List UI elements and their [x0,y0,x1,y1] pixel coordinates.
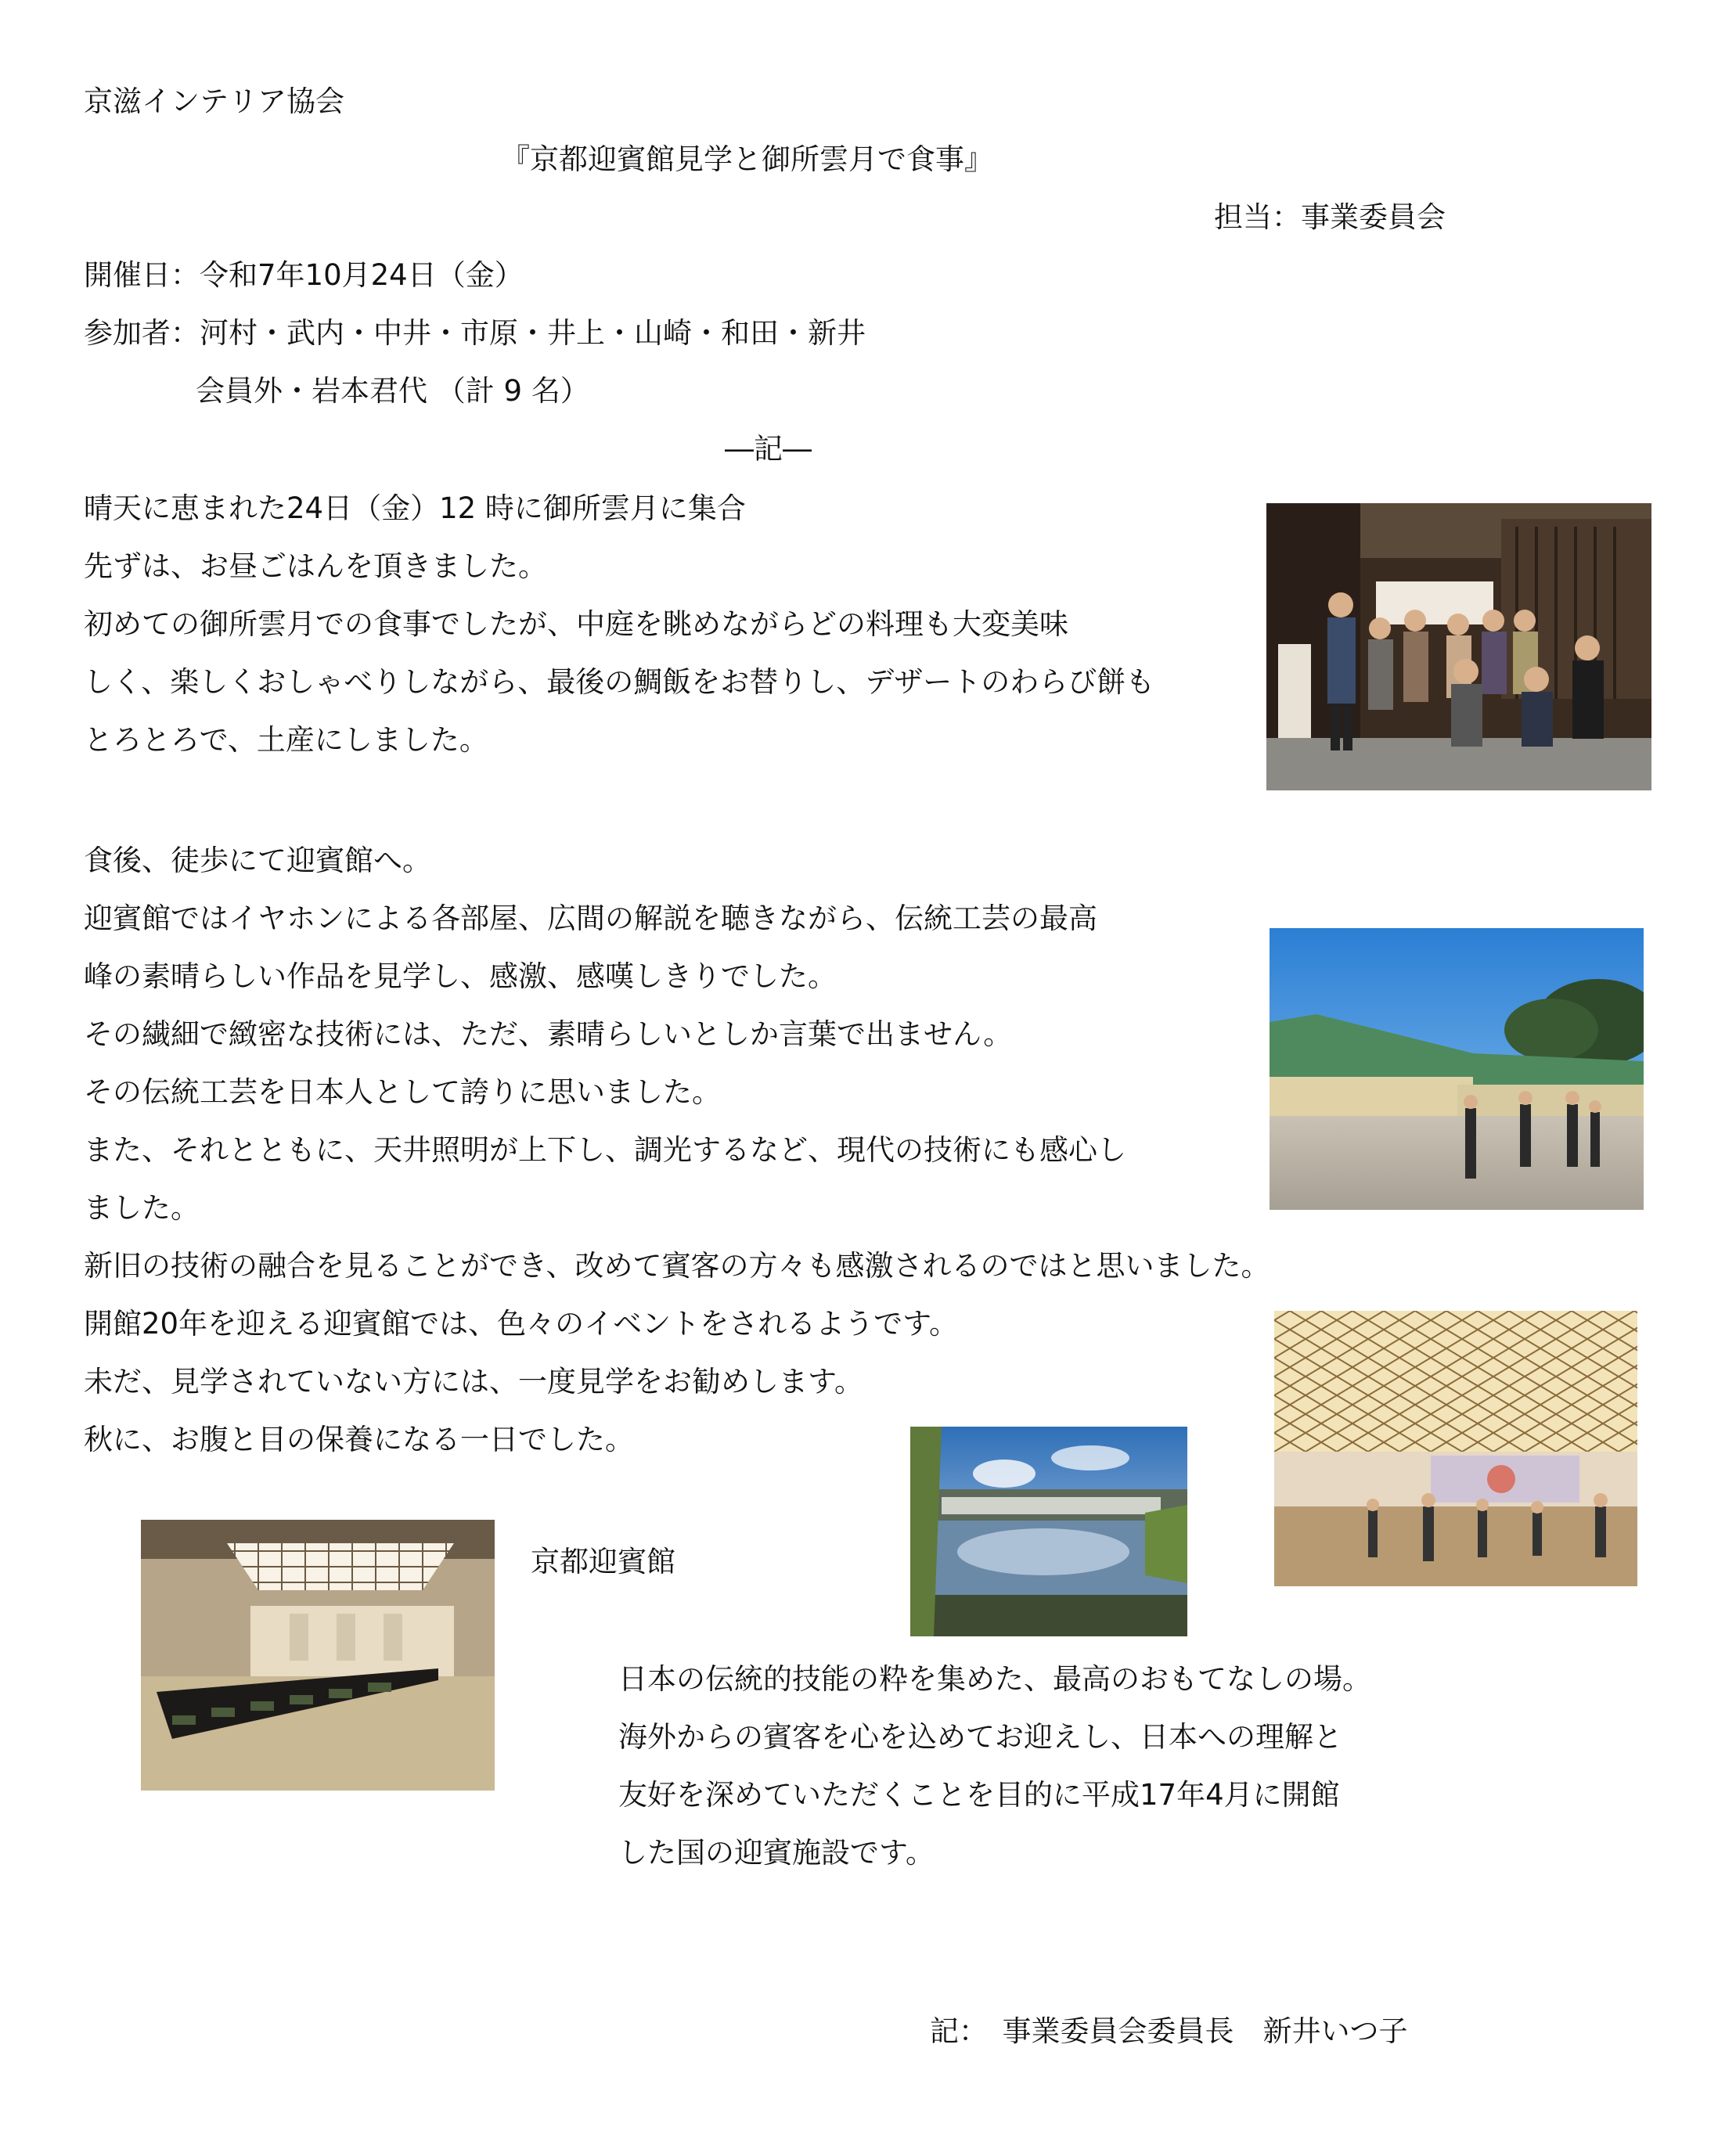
body-line: 先ずは、お昼ごはんを頂きました。 [84,549,547,583]
non-member-participants: 会員外・岩本君代 （計 9 名） [196,374,589,408]
event-date: 開催日：令和7年10月24日（金） [84,258,524,292]
body-line: 新旧の技術の融合を見ることができ、改めて賓客の方々も感激されるのではと思いました。 [84,1249,1270,1283]
document-title: 『京都迎賓館見学と御所雲月で食事』 [501,142,993,176]
organization-name: 京滋インテリア協会 [84,85,344,118]
body-line: 秋に、お腹と目の保養になる一日でした。 [84,1423,634,1456]
body-line: また、それとともに、天井照明が上下し、調光するなど、現代の技術にも感心し [84,1133,1126,1167]
body-line: その伝統工芸を日本人として誇りに思いました。 [84,1075,721,1109]
group-photo [1266,503,1651,790]
hall-photo [1274,1311,1637,1586]
description-line: した国の迎賓施設です。 [618,1836,935,1870]
body-line: 峰の素晴らしい作品を見学し、感激、感嘆しきりでした。 [84,959,837,993]
body-line: 初めての御所雲月での食事でしたが、中庭を眺めながらどの料理も大変美味 [84,607,1068,641]
charge-committee: 担当：事業委員会 [1214,200,1446,234]
courtyard-photo [1270,928,1644,1210]
body-line: しく、楽しくおしゃべりしながら、最後の鯛飯をお替りし、デザートのわらび餅も [84,665,1155,699]
pond-photo [910,1427,1187,1636]
body-line: ました。 [84,1191,200,1225]
body-line: 晴天に恵まれた24日（金）12 時に御所雲月に集合 [84,491,746,525]
body-line: とろとろで、土産にしました。 [84,723,488,757]
description-line: 友好を深めていただくことを目的に平成17年4月に開館 [618,1778,1340,1812]
photo-caption: 京都迎賓館 [531,1545,675,1578]
description-line: 日本の伝統的技能の粋を集めた、最高のおもてなしの場。 [618,1662,1371,1696]
body-line: 未だ、見学されていない方には、一度見学をお勧めします。 [84,1365,864,1398]
body-line: 開館20年を迎える迎賓館では、色々のイベントをされるようです。 [84,1307,959,1341]
body-line: 食後、徒歩にて迎賓館へ。 [84,844,431,877]
description-line: 海外からの賓客を心を込めてお迎えし、日本への理解と [618,1720,1342,1754]
body-line: 迎賓館ではイヤホンによる各部屋、広間の解説を聴きながら、伝統工芸の最高 [84,902,1097,935]
signature: 記： 事業委員会委員長 新井いつ子 [930,2014,1408,2048]
participants: 参加者：河村・武内・中井・市原・井上・山崎・和田・新井 [84,316,866,350]
tatami-room-photo [141,1520,495,1791]
body-line: その繊細で緻密な技術には、ただ、素晴らしいとしか言葉で出ません。 [84,1017,1013,1051]
ki-heading: ―記― [725,432,812,466]
